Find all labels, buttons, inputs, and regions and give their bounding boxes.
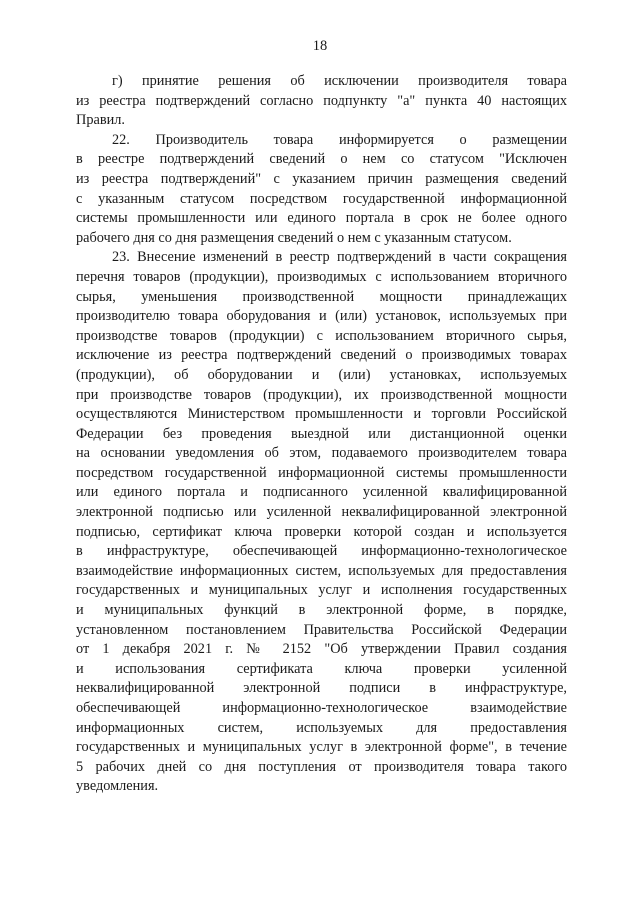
text-line: обеспечивающей информационно-технологическое взаимодействие [76,700,567,716]
text-line: установленном постановлением Правительства Российской Федерации [76,621,567,638]
text-line: 5 рабочих дней со дня поступления от производителя товара такого [76,758,567,775]
text-line: и муниципальных функций в электронной форме, в порядке, [76,602,567,619]
text-line: производстве товаров (продукции) с использованием вторичного сырья, [76,327,567,344]
text-line: г) принятие решения об исключении производителя товара [112,73,567,89]
text-line: Федерации без проведения выездной или дистанционной оценки [76,425,567,442]
text-line: осуществляются Министерством промышленности и торговли Российской [76,406,567,423]
text-line: или единого портала и подписанного усиленной квалифицированной [76,484,567,501]
text-line: из реестра подтверждений согласно подпункту "а" пункта 40 настоящих [76,92,567,109]
text-line: в реестре подтверждений сведений о нем со статусом "Исключен [76,151,567,168]
text-line: из реестра подтверждений" с указанием причин размещения сведений [76,170,567,187]
text-line: при производстве товаров (продукции), их производственной мощности [76,386,567,403]
text-line: подписью, сертификат ключа проверки которой создан и используется [76,523,567,540]
text-line: посредством государственной информационной системы промышленности [76,464,567,481]
text-line: взаимодействие информационных систем, используемых для предоставления [76,562,567,579]
text-line: с указанным статусом посредством государственной информационной [76,190,567,207]
text-line: 22. Производитель товара информируется о размещении [112,131,567,148]
text-line: неквалифицированной электронной подписи в инфраструктуре, [76,680,567,697]
text-line: государственных и муниципальных услуг в электронной форме", в течение [76,739,567,756]
text-line: информационных систем, используемых для предоставления [76,719,567,736]
text-line: в инфраструктуре, обеспечивающей информационно-технологическое [76,543,567,560]
text-line: электронной подписью или усиленной неквалифицированной электронной [76,504,567,521]
page-number: 18 [312,38,328,54]
text-line: производителю товара оборудования и (или) установок, используемых при [76,308,567,325]
text-line: исключение из реестра подтверждений сведений о производимых товарах [76,347,567,364]
text-line: уведомления. [76,778,159,795]
text-line: (продукции), об оборудовании и (или) установках, используемых [76,366,567,383]
text-line: перечня товаров (продукции), производимых с использованием вторичного [76,268,567,285]
text-line: от 1 декабря 2021 г. № 2152 "Об утверждении Правил создания [76,641,567,658]
text-line: системы промышленности или единого портала в срок не более одного [76,210,567,227]
text-line: государственных и муниципальных услуг и исполнения государственных [76,582,567,599]
text-line: 23. Внесение изменений в реестр подтверждений в части сокращения [112,249,567,266]
text-line: на основании уведомления об этом, подаваемого производителем товара [76,445,567,462]
text-line: Правил. [76,112,125,129]
text-line: рабочего дня со дня размещения сведений о нем с указанным статусом. [76,229,512,246]
document-body [76,72,567,797]
text-line: и использования сертификата ключа проверки усиленной [76,660,567,677]
text-line: сырья, уменьшения производственной мощности принадлежащих [76,288,567,305]
